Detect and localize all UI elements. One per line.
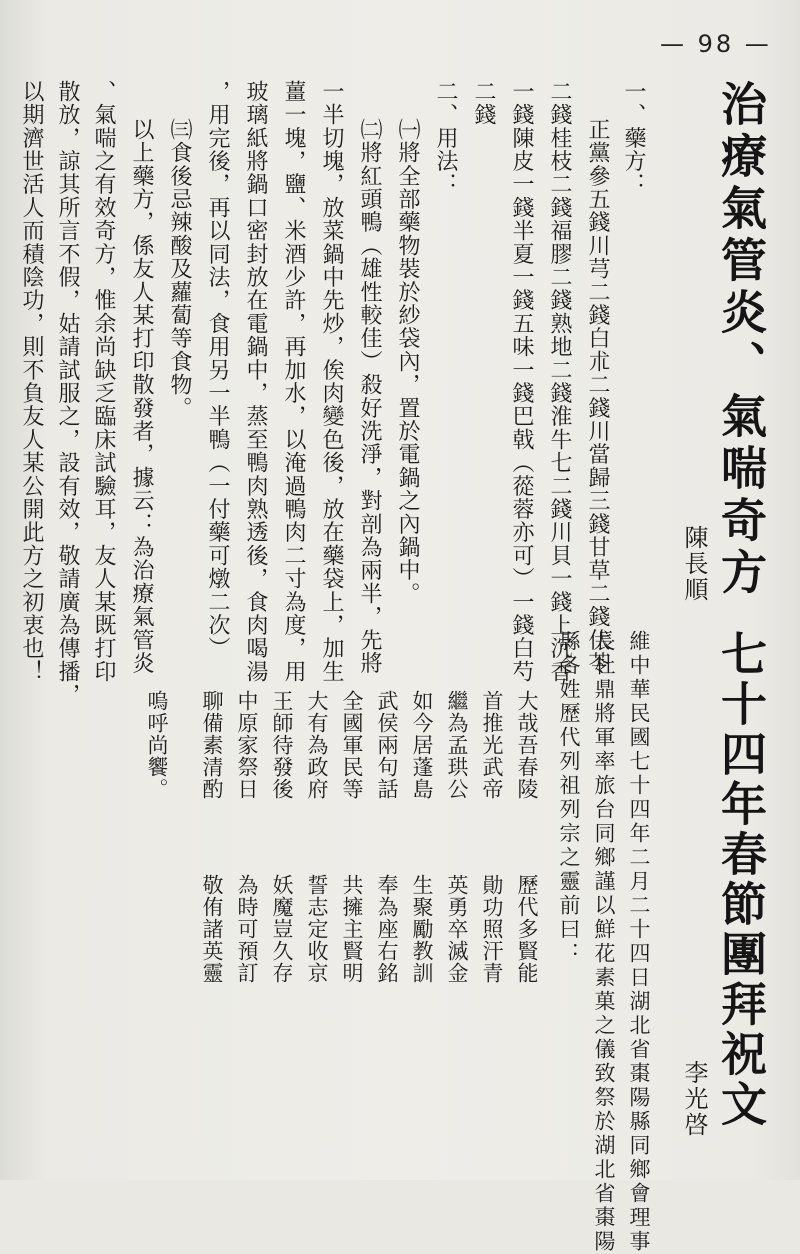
article1-text-column: 以上藥方，係友人某打印散發者，據云：為治療氣管炎 xyxy=(129,118,154,675)
poem-line-upper: 大哉吾春陵 xyxy=(515,690,539,800)
poem-line-lower: 為時可預訂 xyxy=(235,874,259,984)
poem-line-upper: 王師待發後 xyxy=(270,690,294,800)
article1-text-column: 散放，諒其所言不假，姑請試服之，設有效，敬請廣為傳播， xyxy=(55,80,80,707)
article1-text-column: 、氣喘之有效奇方，惟余尚缺乏臨床試驗耳，友人某既打印 xyxy=(91,80,116,684)
poem-line-upper: 聊備素清酌 xyxy=(200,690,224,800)
poem-line-lower: 奉為座右銘 xyxy=(375,874,399,984)
poem-line-lower: 妖魔豈久存 xyxy=(270,874,294,984)
page-number: — 98 — xyxy=(660,30,772,58)
article1-text-column: 二、用法： xyxy=(433,80,458,196)
article1-text-column: 二錢桂枝二錢福膠二錢熟地二錢淮牛七二錢川貝一錢上沉香 xyxy=(547,80,572,684)
poem-line-upper: 如今居蓬島 xyxy=(410,690,434,800)
article1-text-column: 一錢陳皮一錢半夏一錢五味一錢巴戟（蓯蓉亦可）一錢白芍 xyxy=(509,80,534,684)
poem-line-lower: 英勇卒滅金 xyxy=(445,874,469,984)
poem-line-lower: 誓志定收京 xyxy=(305,874,329,984)
article1-text-column: ，用完後，再以同法，食用另一半鴨（一付藥可燉二次） xyxy=(205,80,230,660)
article2-preface-column: 維中華民國七十四年二月二十四日湖北省棗陽縣同鄉會理事 xyxy=(627,630,651,1254)
poem-line-upper: 繼為孟珙公 xyxy=(445,690,469,800)
poem-line-upper: 大有為政府 xyxy=(305,690,329,800)
article2-preface-column: 縣各姓歷代列祖列宗之靈前曰： xyxy=(557,630,581,966)
article1-text-column: 玻璃紙將鍋口密封放在電鍋中，蒸至鴨肉熟透後，食肉喝湯 xyxy=(243,80,268,684)
article1-author: 陳長順 xyxy=(680,525,708,603)
poem-line-lower: 歷代多賢能 xyxy=(515,874,539,984)
poem-line-lower: 生聚勵教訓 xyxy=(410,874,434,984)
article2-author: 李光啓 xyxy=(680,1060,708,1138)
article1-text-column: 薑一塊，鹽、米酒少許，再加水，以淹過鴨肉二寸為度，用 xyxy=(281,80,306,684)
article1-text-column: 二錢 xyxy=(471,80,496,127)
article1-title: 治療氣管炎、氣喘奇方 xyxy=(714,80,768,600)
article1-text-column: 正黨參五錢川芎二錢白朮二錢川當歸三錢甘草二錢伏苓 xyxy=(585,118,610,675)
article1-text-column: ㈢食後忌辣酸及蘿蔔等食物。 xyxy=(167,118,192,420)
article1-text-column: 以期濟世活人而積陰功，則不負友人某公開此方之初衷也！ xyxy=(19,80,44,684)
article1-text-column: ㈠將全部藥物裝於紗袋內，置於電鍋之內鍋中。 xyxy=(395,118,420,606)
poem-line-upper: 中原家祭日 xyxy=(235,690,259,800)
poem-line-upper: 嗚呼尚饗。 xyxy=(145,690,169,800)
poem-line-lower: 勛功照汗青 xyxy=(480,874,504,984)
poem-line-lower: 共擁主賢明 xyxy=(340,874,364,984)
poem-line-lower: 敬侑諸英靈 xyxy=(200,874,224,984)
article1-text-column: ㈡將紅頭鴨（雄性較佳）殺好洗淨，對剖為兩半，先將 xyxy=(357,118,382,675)
article2-title: 七十四年春節團拜祝文 xyxy=(714,630,768,1130)
article1-text-column: 一半切塊，放菜鍋中先炒，俟肉變色後，放在藥袋上，加生 xyxy=(319,80,344,684)
poem-line-upper: 全國軍民等 xyxy=(340,690,364,800)
poem-line-upper: 首推光武帝 xyxy=(480,690,504,800)
article2-preface-column: 長杜鼎將軍率旅台同鄉謹以鮮花素菓之儀致祭於湖北省棗陽 xyxy=(592,630,616,1254)
article1-text-column: 一、藥方： xyxy=(621,80,646,196)
poem-line-upper: 武侯兩句話 xyxy=(375,690,399,800)
